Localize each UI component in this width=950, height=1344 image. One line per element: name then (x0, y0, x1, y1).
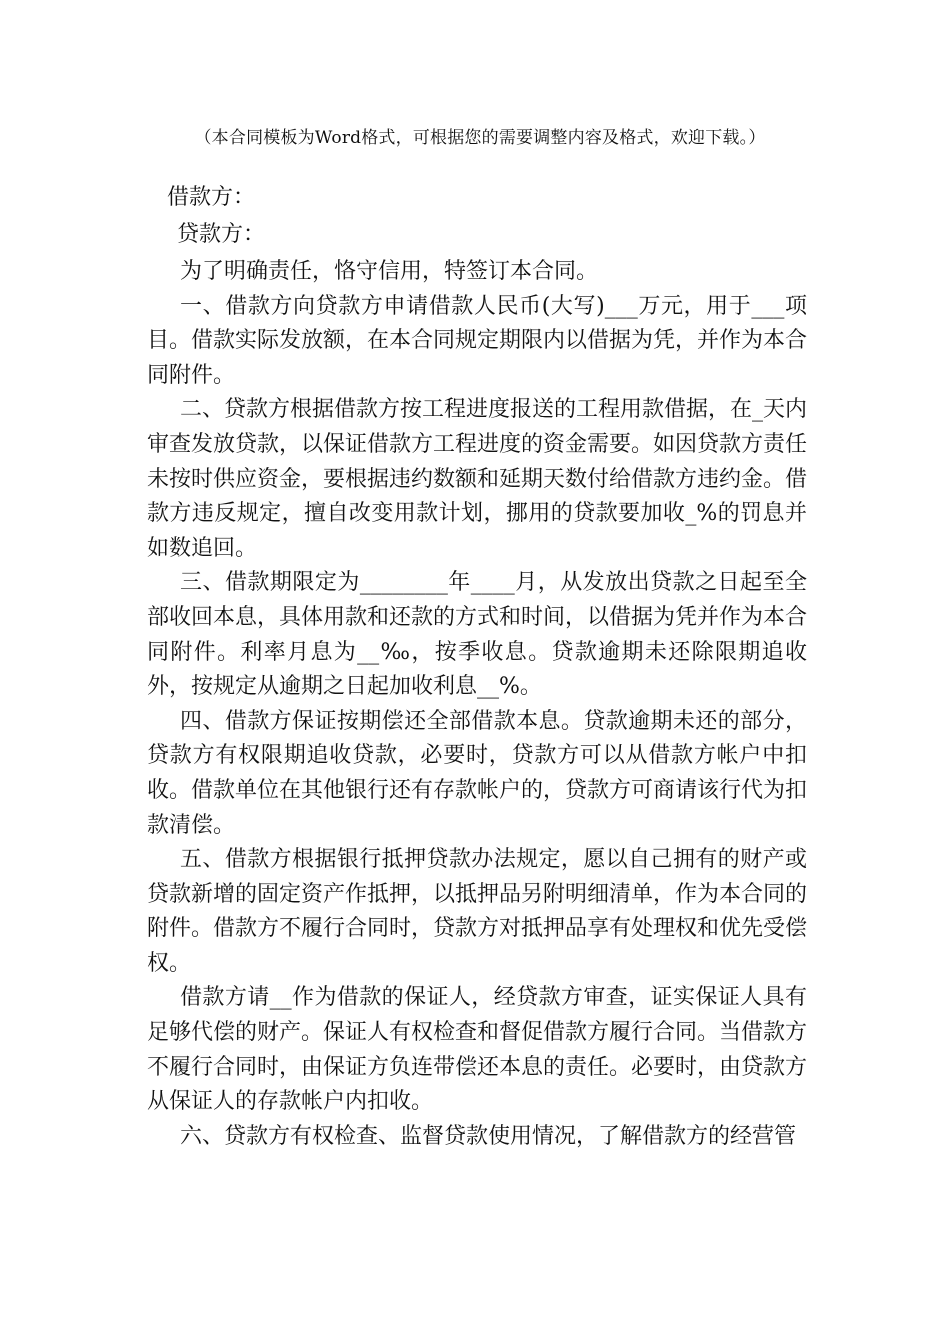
contract-paragraph: 四、借款方保证按期偿还全部借款本息。贷款逾期未还的部分，贷款方有权限期追收贷款，必要时，贷款方可以从借款方帐户中扣收。借款单位在其他银行还有存款帐户的，贷款方可商请该行代为扣款清偿。 (147, 708, 808, 838)
contract-paragraph: 借款方请__作为借款的保证人，经贷款方审查，证实保证人具有足够代偿的财产。保证人有权检查和督促借款方履行合同。当借款方不履行合同时，由保证方负连带偿还本息的责任。必要时，由贷款方从保证人的存款帐户内扣收。 (147, 985, 808, 1115)
contract-paragraph: 一、借款方向贷款方申请借款人民币(大写)___万元，用于___项目。借款实际发放额，在本合同规定期限内以借据为凭，并作为本合同附件。 (147, 293, 808, 388)
borrower-label: 借款方： (167, 185, 256, 210)
template-note: （本合同模板为Word格式，可根据您的需要调整内容及格式，欢迎下载。） (194, 128, 766, 148)
contract-paragraph: 六、贷款方有权检查、监督贷款使用情况，了解借款方的经营管 (180, 1123, 797, 1149)
contract-paragraph: 五、借款方根据银行抵押贷款办法规定，愿以自己拥有的财产或贷款新增的固定资产作抵押，以抵押品另附明细清单，作为本合同的附件。借款方不履行合同时，贷款方对抵押品享有处理权和优先受偿权。 (147, 847, 808, 976)
contract-paragraph: 二、贷款方根据借款方按工程进度报送的工程用款借据，在_天内审查发放贷款，以保证借款方工程进度的资金需要。如因贷款方责任未按时供应资金，要根据违约数额和延期天数付给借款方违约金。借款方违反规定，擅自改变用款计划，挪用的贷款要加收_%的罚息并如数追回。 (147, 397, 808, 561)
contract-paragraph: 为了明确责任，恪守信用，特签订本合同。 (180, 259, 599, 284)
contract-body (147, 255, 807, 1154)
lender-label: 贷款方： (177, 222, 266, 247)
contract-paragraph: 三、借款期限定为________年____月，从发放出贷款之日起至全部收回本息，具体用款和还款的方式和时间，以借据为凭并作为本合同附件。利率月息为__‰，按季收息。贷款逾期未还除限期追收外，按规定从逾期之日起加收利息__%。 (147, 570, 808, 700)
